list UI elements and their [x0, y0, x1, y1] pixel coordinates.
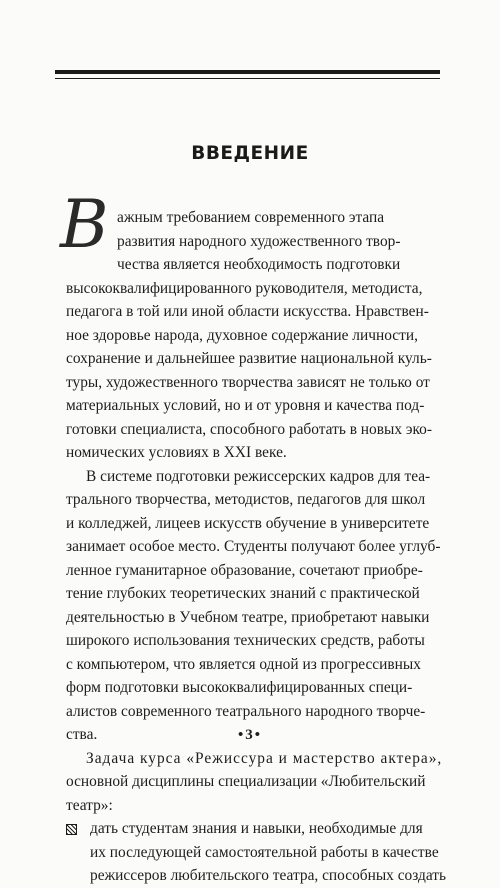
text-line: [66, 300, 436, 324]
text-line: [66, 230, 436, 254]
intro-line-9: готовки специалиста, способного работать в новых эко-: [66, 420, 433, 438]
p2-line-10: алистов современного театрального народного творче-: [66, 702, 426, 720]
text-line: [66, 371, 436, 395]
text-line: [66, 700, 436, 724]
bullet-line-1: их последующей самостоятельной работы в качестве: [90, 843, 439, 861]
text-line: [66, 559, 436, 583]
text-line: [66, 629, 436, 653]
p2-line-4: ленное гуманитарное образование, сочетают приобре-: [66, 561, 423, 579]
text-line: [66, 864, 447, 888]
drop-cap: В: [60, 186, 109, 263]
text-line: [66, 418, 436, 442]
header-rule-thin: [55, 78, 440, 79]
page-number: •3•: [237, 727, 262, 743]
header-rule-thick: [55, 70, 440, 74]
text-line: [66, 841, 439, 865]
p2-line-6: деятельностью в Учебном театре, приобретают навыки: [66, 608, 430, 626]
square-bullet-icon: [66, 824, 77, 835]
intro-line-0: ажным требованием современного этапа: [117, 209, 385, 226]
text-line: [66, 794, 436, 818]
bullet-line-2: режиссеров любительского театра, способных создать: [90, 867, 447, 884]
text-line: [66, 535, 441, 559]
p2-line-7: широкого использования технических средств, работы: [66, 632, 425, 649]
p2-line-5: тение глубоких теоретических знаний с практической: [66, 585, 420, 602]
intro-line-3: высококвалифицированного руководителя, методиста,: [66, 279, 423, 297]
text-line: [66, 606, 436, 630]
intro-line-4: педагога в той или иной области искусства. Нравствен-: [66, 303, 429, 320]
text-line: [66, 394, 436, 418]
text-line: [66, 512, 436, 536]
page-text: [60, 186, 447, 888]
text-line: [66, 676, 436, 700]
text-line: [66, 441, 436, 465]
text-line: [66, 324, 436, 348]
p2-line-11: ства.: [66, 726, 98, 743]
p3-line-2: театр»:: [66, 796, 113, 814]
p3-line-1: основной дисциплины специализации «Любительский: [66, 773, 426, 790]
text-line: [66, 747, 443, 771]
intro-line-10: номических условиях в XXI веке.: [66, 444, 287, 461]
p2-line-0: В системе подготовки режиссерских кадров для теа-: [86, 467, 431, 485]
intro-line-8: материальных условий, но и от уровня и качества под-: [66, 397, 425, 414]
intro-line-2: чества является необходимость подготовки: [117, 256, 401, 273]
text-line: [66, 347, 436, 371]
text-line: [66, 465, 436, 489]
p3-line-0: Задача курса «Режиссура и мастерство актера»,: [86, 749, 443, 767]
p2-line-8: с компьютером, что является одной из прогрессивных: [66, 655, 421, 673]
text-line: [66, 253, 436, 277]
text-line: [66, 653, 436, 677]
p2-line-2: и колледжей, лицеев искусств обучение в университете: [66, 514, 430, 532]
p2-line-1: трального творчества, методистов, педагогов для школ: [66, 491, 426, 508]
intro-line-5: ное здоровье народа, духовное содержание личности,: [66, 326, 418, 344]
intro-line-6: сохранение и дальнейшее развитие национальной куль-: [66, 350, 432, 367]
chapter-heading: ВВЕДЕНИЕ: [191, 143, 309, 164]
intro-line-7: туры, художественного творчества зависят не только от: [66, 373, 430, 391]
p2-line-3: занимает особое место. Студенты получают более углуб-: [66, 538, 441, 555]
text-line: [66, 488, 436, 512]
text-line: [66, 582, 436, 606]
p2-line-9: форм подготовки высококвалифицированных специ-: [66, 679, 413, 696]
bullet-item: [66, 817, 436, 841]
bullet-line-0: дать студентам знания и навыки, необходимые для: [90, 820, 423, 837]
text-line: [66, 277, 436, 301]
intro-line-1: развития народного художественного твор-: [117, 232, 401, 250]
